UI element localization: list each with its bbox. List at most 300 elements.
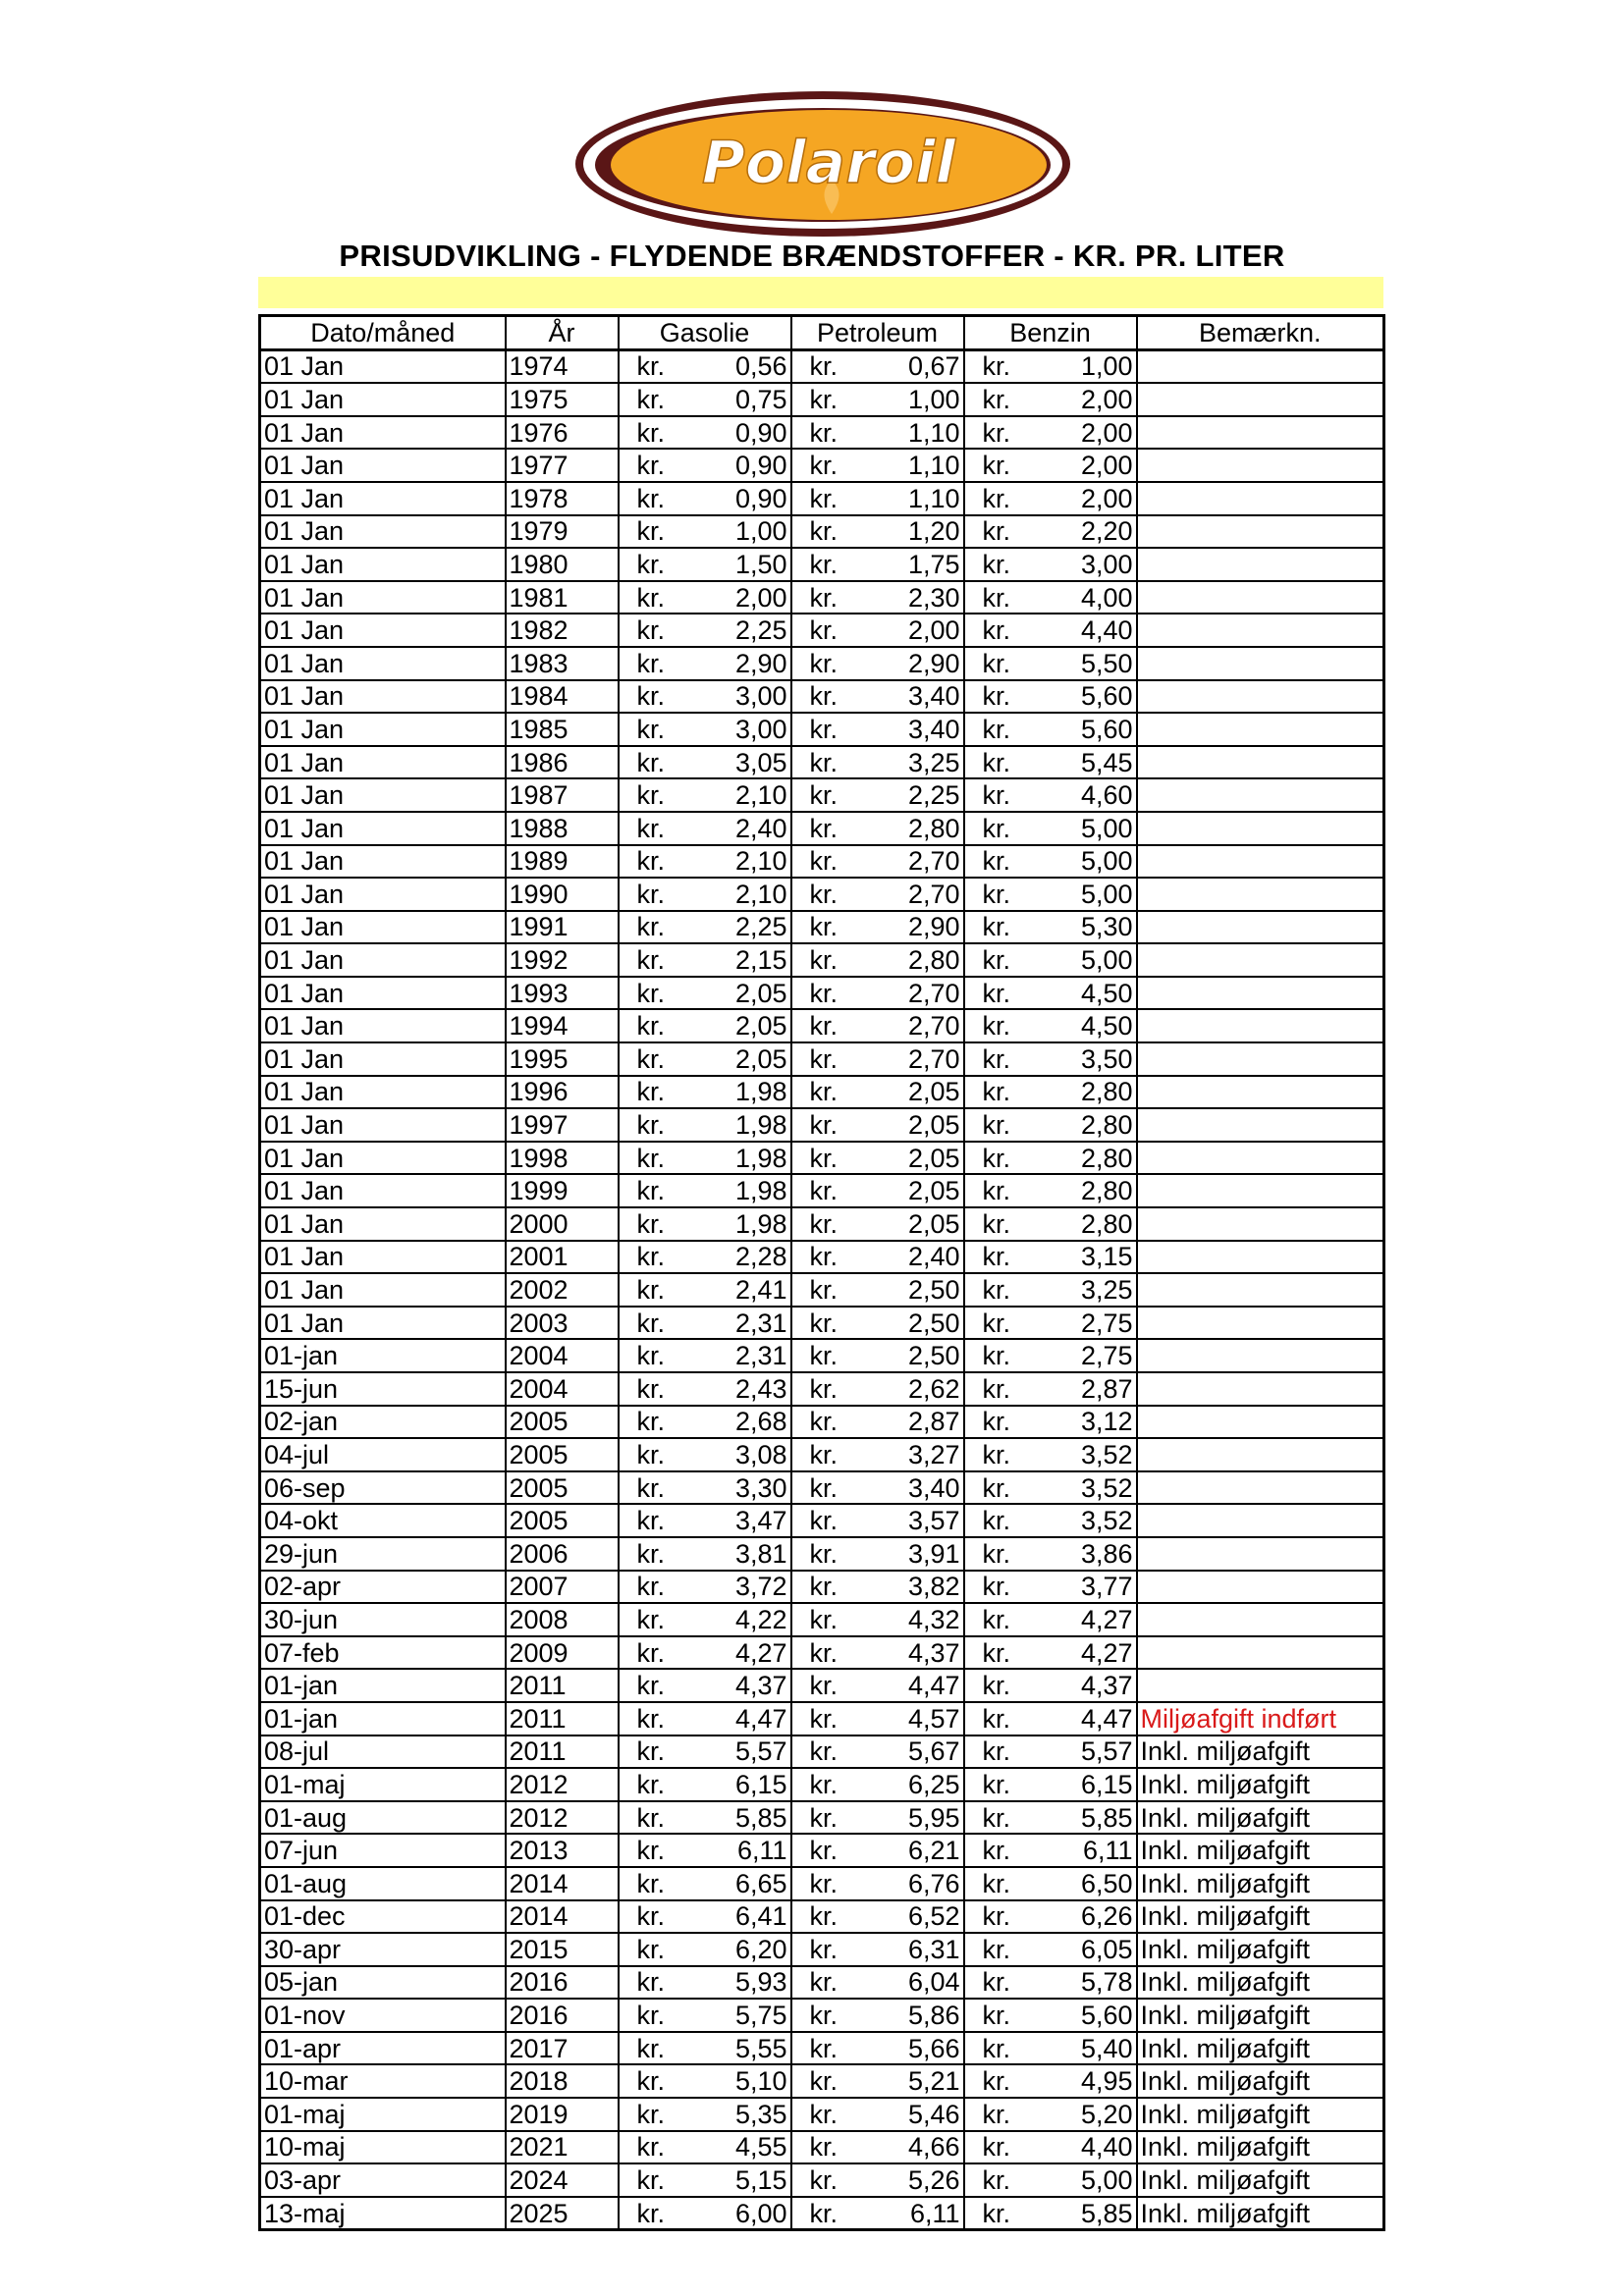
currency-prefix: kr. <box>982 1604 1011 1634</box>
currency-prefix: kr. <box>982 1275 1011 1306</box>
petroleum-price: 3,40 <box>907 714 960 744</box>
cell-benzin <box>964 746 1137 779</box>
currency-prefix: kr. <box>982 1901 1011 1932</box>
cell-date: 01 Jan <box>260 778 506 812</box>
cell-date: 01 Jan <box>260 878 506 911</box>
cell-gasolie <box>619 2098 791 2131</box>
cell-petroleum <box>791 778 964 812</box>
cell-benzin <box>964 1241 1137 1274</box>
currency-prefix: kr. <box>982 1572 1011 1602</box>
petroleum-price: 2,50 <box>907 1341 960 1371</box>
currency-prefix: kr. <box>636 1208 666 1239</box>
currency-prefix: kr. <box>809 384 839 414</box>
petroleum-price: 2,70 <box>907 978 960 1008</box>
benzin-price: 5,00 <box>1080 813 1133 843</box>
cell-gasolie <box>619 1142 791 1175</box>
cell-year: 2013 <box>506 1834 619 1867</box>
cell-date: 01 Jan <box>260 647 506 680</box>
benzin-price: 2,80 <box>1080 1143 1133 1173</box>
cell-benzin <box>964 1307 1137 1340</box>
cell-gasolie <box>619 349 791 383</box>
currency-prefix: kr. <box>982 1176 1011 1206</box>
currency-prefix: kr. <box>636 1308 666 1338</box>
cell-year: 2021 <box>506 2131 619 2164</box>
cell-date: 01 Jan <box>260 911 506 944</box>
table-row <box>260 349 1384 383</box>
petroleum-price: 1,10 <box>907 451 960 481</box>
table-row <box>260 1372 1384 1406</box>
currency-prefix: kr. <box>809 516 839 547</box>
cell-note: Inkl. miljøafgift <box>1137 2163 1384 2197</box>
cell-gasolie <box>619 2032 791 2065</box>
gasolie-price: 2,10 <box>734 879 787 909</box>
cell-benzin <box>964 1768 1137 1801</box>
currency-prefix: kr. <box>982 1836 1011 1866</box>
petroleum-price: 2,40 <box>907 1242 960 1272</box>
cell-benzin <box>964 1471 1137 1505</box>
benzin-price: 5,30 <box>1080 912 1133 942</box>
currency-prefix: kr. <box>809 483 839 513</box>
currency-prefix: kr. <box>982 451 1011 481</box>
cell-gasolie <box>619 1307 791 1340</box>
benzin-price: 5,50 <box>1080 648 1133 678</box>
cell-year: 2011 <box>506 1702 619 1735</box>
currency-prefix: kr. <box>982 2033 1011 2063</box>
cell-note <box>1137 1076 1384 1109</box>
gasolie-price: 1,98 <box>734 1208 787 1239</box>
benzin-price: 2,87 <box>1080 1373 1133 1404</box>
table-row <box>260 1438 1384 1471</box>
petroleum-price: 2,90 <box>907 912 960 942</box>
currency-prefix: kr. <box>636 1275 666 1306</box>
currency-prefix: kr. <box>982 912 1011 942</box>
benzin-price: 5,00 <box>1080 846 1133 877</box>
benzin-price: 5,85 <box>1080 2198 1133 2228</box>
currency-prefix: kr. <box>636 1077 666 1107</box>
cell-note <box>1137 581 1384 614</box>
cell-note: Miljøafgift indført <box>1137 1702 1384 1735</box>
cell-petroleum <box>791 1571 964 1604</box>
cell-note <box>1137 1372 1384 1406</box>
table-row <box>260 383 1384 416</box>
petroleum-price: 2,00 <box>907 615 960 646</box>
cell-date: 01 Jan <box>260 515 506 549</box>
petroleum-price: 2,62 <box>907 1373 960 1404</box>
cell-year: 2012 <box>506 1768 619 1801</box>
currency-prefix: kr. <box>636 516 666 547</box>
cell-benzin <box>964 1372 1137 1406</box>
cell-note <box>1137 416 1384 450</box>
table-row <box>260 1076 1384 1109</box>
cell-petroleum <box>791 1735 964 1769</box>
cell-note <box>1137 1504 1384 1537</box>
cell-petroleum <box>791 581 964 614</box>
currency-prefix: kr. <box>982 351 1011 382</box>
cell-date: 01 Jan <box>260 349 506 383</box>
currency-prefix: kr. <box>636 2066 666 2097</box>
cell-note <box>1137 647 1384 680</box>
benzin-price: 4,60 <box>1080 780 1133 811</box>
cell-benzin <box>964 1735 1137 1769</box>
table-row <box>260 2163 1384 2197</box>
cell-note <box>1137 1438 1384 1471</box>
cell-note: Inkl. miljøafgift <box>1137 2197 1384 2230</box>
table-row <box>260 878 1384 911</box>
cell-note: Inkl. miljøafgift <box>1137 1867 1384 1900</box>
gasolie-price: 3,00 <box>734 714 787 744</box>
cell-year: 2018 <box>506 2064 619 2098</box>
cell-benzin <box>964 1108 1137 1142</box>
currency-prefix: kr. <box>982 1407 1011 1437</box>
cell-petroleum <box>791 1768 964 1801</box>
currency-prefix: kr. <box>809 582 839 613</box>
table-row <box>260 911 1384 944</box>
petroleum-price: 4,57 <box>907 1703 960 1734</box>
cell-benzin <box>964 1009 1137 1042</box>
table-row <box>260 1471 1384 1505</box>
cell-petroleum <box>791 1108 964 1142</box>
currency-prefix: kr. <box>809 1934 839 1964</box>
cell-petroleum <box>791 1241 964 1274</box>
benzin-price: 2,75 <box>1080 1341 1133 1371</box>
cell-date: 02-apr <box>260 1571 506 1604</box>
cell-note <box>1137 1339 1384 1372</box>
cell-year: 1986 <box>506 746 619 779</box>
currency-prefix: kr. <box>636 2132 666 2163</box>
benzin-price: 3,50 <box>1080 1043 1133 1074</box>
currency-prefix: kr. <box>636 1637 666 1668</box>
cell-note <box>1137 383 1384 416</box>
currency-prefix: kr. <box>809 2165 839 2196</box>
gasolie-price: 6,00 <box>734 2198 787 2228</box>
cell-date: 01 Jan <box>260 1108 506 1142</box>
cell-year: 2006 <box>506 1537 619 1571</box>
table-row <box>260 1307 1384 1340</box>
cell-date: 01 Jan <box>260 713 506 746</box>
cell-year: 1997 <box>506 1108 619 1142</box>
currency-prefix: kr. <box>809 2066 839 2097</box>
cell-note <box>1137 1636 1384 1670</box>
petroleum-price: 3,27 <box>907 1439 960 1469</box>
cell-petroleum <box>791 1834 964 1867</box>
cell-note <box>1137 911 1384 944</box>
gasolie-price: 2,28 <box>734 1242 787 1272</box>
currency-prefix: kr. <box>809 1538 839 1569</box>
currency-prefix: kr. <box>809 1242 839 1272</box>
gasolie-price: 5,35 <box>734 2099 787 2129</box>
cell-date: 04-jul <box>260 1438 506 1471</box>
cell-gasolie <box>619 647 791 680</box>
benzin-price: 2,80 <box>1080 1077 1133 1107</box>
cell-benzin <box>964 1867 1137 1900</box>
petroleum-price: 2,70 <box>907 846 960 877</box>
cell-petroleum <box>791 977 964 1010</box>
currency-prefix: kr. <box>982 1967 1011 1998</box>
currency-prefix: kr. <box>982 1637 1011 1668</box>
cell-gasolie <box>619 1241 791 1274</box>
cell-year: 2024 <box>506 2163 619 2197</box>
cell-benzin <box>964 1636 1137 1670</box>
cell-date: 10-maj <box>260 2131 506 2164</box>
cell-gasolie <box>619 2064 791 2098</box>
currency-prefix: kr. <box>809 1011 839 1041</box>
cell-date: 04-okt <box>260 1504 506 1537</box>
cell-gasolie <box>619 1009 791 1042</box>
currency-prefix: kr. <box>809 2033 839 2063</box>
currency-prefix: kr. <box>636 747 666 777</box>
currency-prefix: kr. <box>982 582 1011 613</box>
cell-petroleum <box>791 1471 964 1505</box>
currency-prefix: kr. <box>982 2132 1011 2163</box>
table-row <box>260 449 1384 482</box>
currency-prefix: kr. <box>809 648 839 678</box>
table-row <box>260 1009 1384 1042</box>
cell-gasolie <box>619 515 791 549</box>
currency-prefix: kr. <box>809 1341 839 1371</box>
cell-petroleum <box>791 911 964 944</box>
cell-benzin <box>964 812 1137 845</box>
currency-prefix: kr. <box>636 1538 666 1569</box>
table-row <box>260 1933 1384 1966</box>
cell-petroleum <box>791 1142 964 1175</box>
cell-note: Inkl. miljøafgift <box>1137 1834 1384 1867</box>
cell-gasolie <box>619 1076 791 1109</box>
currency-prefix: kr. <box>982 747 1011 777</box>
cell-petroleum <box>791 449 964 482</box>
cell-gasolie <box>619 977 791 1010</box>
gasolie-price: 0,90 <box>734 451 787 481</box>
table-row <box>260 943 1384 977</box>
cell-gasolie <box>619 548 791 581</box>
cell-date: 06-sep <box>260 1471 506 1505</box>
currency-prefix: kr. <box>809 1176 839 1206</box>
cell-note <box>1137 449 1384 482</box>
cell-date: 01-aug <box>260 1801 506 1835</box>
gasolie-price: 2,10 <box>734 846 787 877</box>
cell-year: 1989 <box>506 845 619 879</box>
cell-year: 2011 <box>506 1669 619 1702</box>
cell-gasolie <box>619 581 791 614</box>
gasolie-price: 2,90 <box>734 648 787 678</box>
benzin-price: 3,15 <box>1080 1242 1133 1272</box>
petroleum-price: 5,21 <box>907 2066 960 2097</box>
petroleum-price: 6,25 <box>907 1769 960 1799</box>
benzin-price: 5,85 <box>1080 1802 1133 1833</box>
cell-gasolie <box>619 746 791 779</box>
petroleum-price: 3,91 <box>907 1538 960 1569</box>
table-row <box>260 1241 1384 1274</box>
petroleum-price: 2,25 <box>907 780 960 811</box>
page-title: PRISUDVIKLING - FLYDENDE BRÆNDSTOFFER - KR. PR. LITER <box>339 239 1285 273</box>
cell-benzin <box>964 1571 1137 1604</box>
cell-benzin <box>964 878 1137 911</box>
cell-gasolie <box>619 2197 791 2230</box>
benzin-price: 2,75 <box>1080 1308 1133 1338</box>
petroleum-price: 2,70 <box>907 1011 960 1041</box>
gasolie-price: 3,00 <box>734 681 787 712</box>
table-row <box>260 746 1384 779</box>
cell-note <box>1137 878 1384 911</box>
cell-year: 2005 <box>506 1471 619 1505</box>
currency-prefix: kr. <box>982 1472 1011 1503</box>
cell-note <box>1137 680 1384 714</box>
cell-petroleum <box>791 1042 964 1076</box>
cell-note <box>1137 614 1384 647</box>
gasolie-price: 2,00 <box>734 582 787 613</box>
cell-date: 01-jan <box>260 1339 506 1372</box>
table-row <box>260 2064 1384 2098</box>
cell-benzin <box>964 680 1137 714</box>
table-row <box>260 1768 1384 1801</box>
cell-benzin <box>964 1207 1137 1241</box>
cell-benzin <box>964 647 1137 680</box>
benzin-price: 5,57 <box>1080 1736 1133 1767</box>
currency-prefix: kr. <box>982 1043 1011 1074</box>
header-gasolie: Gasolie <box>619 316 791 350</box>
header-benzin: Benzin <box>964 316 1137 350</box>
currency-prefix: kr. <box>982 1868 1011 1898</box>
petroleum-price: 2,50 <box>907 1308 960 1338</box>
header-date: Dato/måned <box>260 316 506 350</box>
cell-petroleum <box>791 878 964 911</box>
currency-prefix: kr. <box>809 2132 839 2163</box>
cell-petroleum <box>791 1339 964 1372</box>
cell-petroleum <box>791 1207 964 1241</box>
cell-benzin <box>964 1999 1137 2032</box>
gasolie-price: 0,75 <box>734 384 787 414</box>
cell-date: 01 Jan <box>260 482 506 515</box>
cell-note <box>1137 778 1384 812</box>
cell-year: 2014 <box>506 1867 619 1900</box>
gasolie-price: 6,41 <box>734 1901 787 1932</box>
table-row <box>260 1966 1384 2000</box>
currency-prefix: kr. <box>982 549 1011 579</box>
currency-prefix: kr. <box>982 648 1011 678</box>
cell-petroleum <box>791 515 964 549</box>
cell-date: 01-aug <box>260 1867 506 1900</box>
currency-prefix: kr. <box>982 846 1011 877</box>
cell-benzin <box>964 1702 1137 1735</box>
benzin-price: 5,60 <box>1080 681 1133 712</box>
currency-prefix: kr. <box>982 1934 1011 1964</box>
cell-benzin <box>964 977 1137 1010</box>
cell-gasolie <box>619 778 791 812</box>
cell-year: 2016 <box>506 1999 619 2032</box>
header-note: Bemærkn. <box>1137 316 1384 350</box>
cell-year: 2011 <box>506 1735 619 1769</box>
cell-date: 01-maj <box>260 2098 506 2131</box>
benzin-price: 2,80 <box>1080 1208 1133 1239</box>
cell-benzin <box>964 2032 1137 2065</box>
cell-petroleum <box>791 1603 964 1636</box>
currency-prefix: kr. <box>982 615 1011 646</box>
currency-prefix: kr. <box>636 1043 666 1074</box>
benzin-price: 2,00 <box>1080 483 1133 513</box>
benzin-price: 4,37 <box>1080 1671 1133 1701</box>
cell-year: 2000 <box>506 1207 619 1241</box>
currency-prefix: kr. <box>809 1604 839 1634</box>
cell-benzin <box>964 581 1137 614</box>
cell-date: 01 Jan <box>260 680 506 714</box>
petroleum-price: 3,40 <box>907 1472 960 1503</box>
currency-prefix: kr. <box>982 1341 1011 1371</box>
cell-year: 2005 <box>506 1406 619 1439</box>
cell-benzin <box>964 1174 1137 1207</box>
cell-petroleum <box>791 1900 964 1934</box>
cell-gasolie <box>619 1571 791 1604</box>
currency-prefix: kr. <box>809 681 839 712</box>
petroleum-price: 3,40 <box>907 681 960 712</box>
cell-note <box>1137 515 1384 549</box>
cell-gasolie <box>619 911 791 944</box>
petroleum-price: 6,76 <box>907 1868 960 1898</box>
petroleum-price: 4,37 <box>907 1637 960 1668</box>
cell-petroleum <box>791 1966 964 2000</box>
cell-date: 07-jun <box>260 1834 506 1867</box>
cell-note <box>1137 812 1384 845</box>
cell-gasolie <box>619 1372 791 1406</box>
currency-prefix: kr. <box>636 384 666 414</box>
cell-year: 2005 <box>506 1504 619 1537</box>
header-band <box>258 277 1383 308</box>
currency-prefix: kr. <box>809 1703 839 1734</box>
currency-prefix: kr. <box>809 1836 839 1866</box>
petroleum-price: 2,05 <box>907 1077 960 1107</box>
benzin-price: 3,77 <box>1080 1572 1133 1602</box>
cell-date: 01 Jan <box>260 383 506 416</box>
cell-petroleum <box>791 1504 964 1537</box>
petroleum-price: 1,00 <box>907 384 960 414</box>
cell-gasolie <box>619 1042 791 1076</box>
cell-date: 01 Jan <box>260 1076 506 1109</box>
currency-prefix: kr. <box>809 813 839 843</box>
cell-note <box>1137 977 1384 1010</box>
currency-prefix: kr. <box>636 1604 666 1634</box>
currency-prefix: kr. <box>982 2001 1011 2031</box>
table-row <box>260 1108 1384 1142</box>
cell-date: 08-jul <box>260 1735 506 1769</box>
benzin-price: 4,95 <box>1080 2066 1133 2097</box>
currency-prefix: kr. <box>982 780 1011 811</box>
cell-benzin <box>964 713 1137 746</box>
cell-date: 01 Jan <box>260 1307 506 1340</box>
cell-note <box>1137 1406 1384 1439</box>
cell-year: 2004 <box>506 1339 619 1372</box>
cell-gasolie <box>619 1471 791 1505</box>
cell-date: 01 Jan <box>260 1207 506 1241</box>
currency-prefix: kr. <box>636 1802 666 1833</box>
petroleum-price: 2,80 <box>907 813 960 843</box>
cell-note <box>1137 1241 1384 1274</box>
cell-year: 2007 <box>506 1571 619 1604</box>
cell-date: 01-dec <box>260 1900 506 1934</box>
currency-prefix: kr. <box>809 1671 839 1701</box>
benzin-price: 4,47 <box>1080 1703 1133 1734</box>
table-row <box>260 581 1384 614</box>
benzin-price: 3,25 <box>1080 1275 1133 1306</box>
cell-note <box>1137 1042 1384 1076</box>
cell-petroleum <box>791 1307 964 1340</box>
cell-date: 01 Jan <box>260 746 506 779</box>
polaroil-logo <box>571 86 1074 241</box>
currency-prefix: kr. <box>982 1736 1011 1767</box>
cell-benzin <box>964 1504 1137 1537</box>
cell-note: Inkl. miljøafgift <box>1137 2131 1384 2164</box>
cell-date: 01-nov <box>260 1999 506 2032</box>
cell-note: Inkl. miljøafgift <box>1137 1966 1384 2000</box>
currency-prefix: kr. <box>636 978 666 1008</box>
cell-year: 1991 <box>506 911 619 944</box>
